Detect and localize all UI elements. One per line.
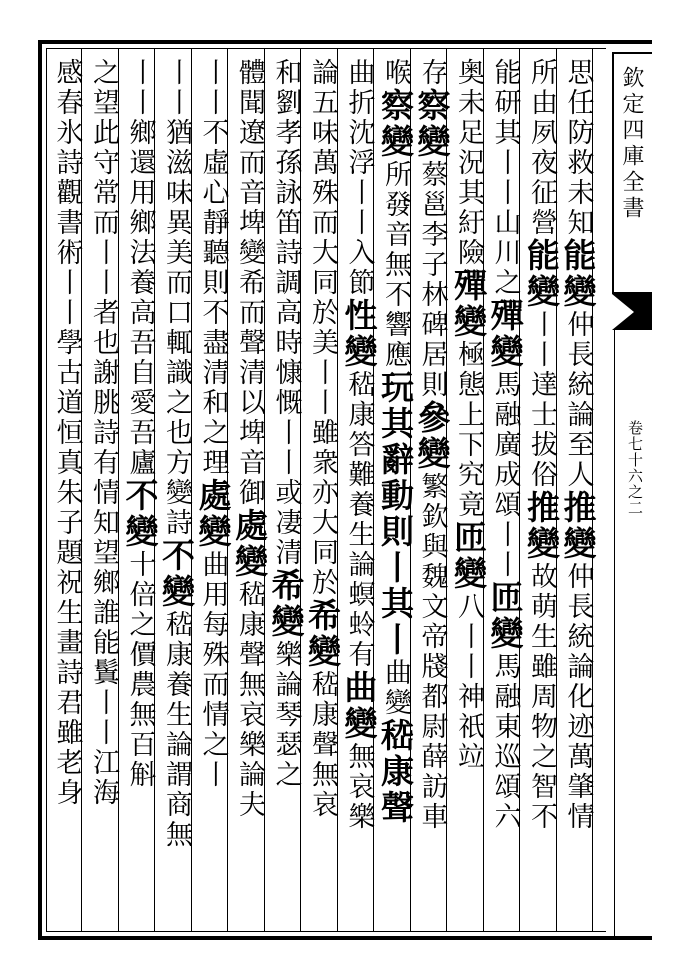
- text-column: [49, 58, 85, 928]
- margin-rule: [614, 330, 615, 940]
- text-column: [231, 58, 267, 928]
- text-column: [304, 58, 340, 928]
- text-run: 故萌生雖周物之智不: [526, 562, 557, 832]
- entry-heading: 曲變: [339, 670, 379, 742]
- text-column: [450, 58, 486, 928]
- text-column: [195, 58, 231, 928]
- entry-heading: 處變: [193, 478, 233, 550]
- text-run: 繁欽與魏文帝牋都尉薛訪車: [416, 472, 448, 832]
- entry-heading: 能變: [522, 238, 561, 310]
- entry-heading: 處變: [230, 508, 269, 580]
- text-run: 所由夙夜征營: [526, 58, 557, 238]
- text-run: 思任防救未知: [562, 58, 594, 238]
- entry-heading: 嵇康聲: [376, 718, 415, 826]
- fishtail-notch: [612, 294, 634, 330]
- text-run: 無哀樂: [343, 742, 375, 832]
- text-run: 論五味萬殊而大同於美丨丨雖衆亦大同於: [307, 58, 338, 598]
- text-run: 之望此守常而丨丨者也謝朓詩有情知望鄉誰能鬒丨丨江海: [88, 58, 119, 808]
- text-column: [268, 58, 304, 928]
- text-run: 蔡邕李子林碑居則: [416, 160, 448, 400]
- text-column: [523, 58, 559, 928]
- entry-heading: 匝變: [449, 520, 488, 592]
- entry-heading: 殫變: [485, 298, 525, 370]
- margin-juan-number: 卷七十六之二: [626, 420, 644, 516]
- text-run: 嵇康聲無哀樂論夫: [234, 580, 265, 820]
- text-run: 體聞遼而音埤變希而聲清以埤音御: [234, 58, 265, 508]
- text-run: 丨丨不虛心靜聽則不盡清和之理: [197, 58, 229, 478]
- entry-heading: 殫變: [449, 268, 488, 340]
- text-run: 八丨丨神祇竝: [453, 592, 484, 772]
- entry-heading: 察變: [412, 88, 452, 160]
- text-run: 嵇康養生論謂商無: [161, 610, 192, 850]
- text-run: 馬融東巡頌六: [489, 652, 521, 832]
- text-run: 仲長統論至人: [562, 310, 594, 490]
- entry-heading: 察變: [376, 88, 415, 160]
- entry-heading: 參變: [412, 400, 452, 472]
- text-run: 極態上下究竟: [453, 340, 484, 520]
- text-run: 和劉孝孫詠笛詩調高時慷慨丨丨或凄清: [270, 58, 302, 568]
- text-run: 丨丨達士拔俗: [526, 310, 557, 490]
- text-column: [85, 58, 121, 928]
- text-column: [341, 58, 377, 928]
- text-column: [414, 58, 450, 928]
- text-run: 丨丨猶滋味異美而口輒識之也方變詩: [161, 58, 192, 538]
- entry-heading: 不變: [120, 478, 160, 550]
- entry-heading: 不變: [157, 538, 196, 610]
- text-column: [560, 58, 596, 928]
- text-column: [377, 58, 413, 928]
- text-column: [158, 58, 194, 928]
- text-run: 曲用每殊而情之丨: [197, 550, 229, 790]
- text-run: 仲長統論化迹萬肇情: [562, 562, 594, 832]
- text-column: [487, 58, 523, 928]
- entry-heading: 玩其辭動則丨其丨: [376, 370, 415, 658]
- text-run: 感春氷詩觀書術丨丨學古道恒真朱子題祝生畫詩君雖老身: [51, 58, 83, 808]
- text-run: 能研其丨丨山川之: [489, 58, 521, 298]
- text-run: 存: [416, 58, 448, 88]
- margin-title: 欽定四庫全書: [619, 66, 644, 222]
- text-run: 所發音無不響應: [380, 160, 411, 370]
- text-run: 喉: [380, 58, 411, 88]
- entry-heading: 希變: [303, 598, 342, 670]
- text-run: 曲折沈浮丨丨入節: [343, 58, 375, 298]
- entry-heading: 推變: [558, 490, 598, 562]
- text-run: 十倍之價農無百斛: [124, 550, 156, 790]
- text-run: 馬融廣成頌丨丨: [489, 370, 521, 580]
- entry-heading: 希變: [266, 568, 306, 640]
- text-run: 嵇康聲無哀: [307, 670, 338, 820]
- entry-heading: 能變: [558, 238, 598, 310]
- text-run: 樂論琴瑟之: [270, 640, 302, 790]
- text-run: 奥未足況其紆險: [453, 58, 484, 268]
- entry-heading: 性變: [339, 298, 379, 370]
- text-run: 曲變: [380, 658, 411, 718]
- entry-heading: 推變: [522, 490, 561, 562]
- text-column: [122, 58, 158, 928]
- entry-heading: 匝變: [485, 580, 525, 652]
- text-run: 丨丨鄉還用鄉法養高吾自愛吾廬: [124, 58, 156, 478]
- text-run: 嵇康答難養生論螟蛉有: [343, 370, 375, 670]
